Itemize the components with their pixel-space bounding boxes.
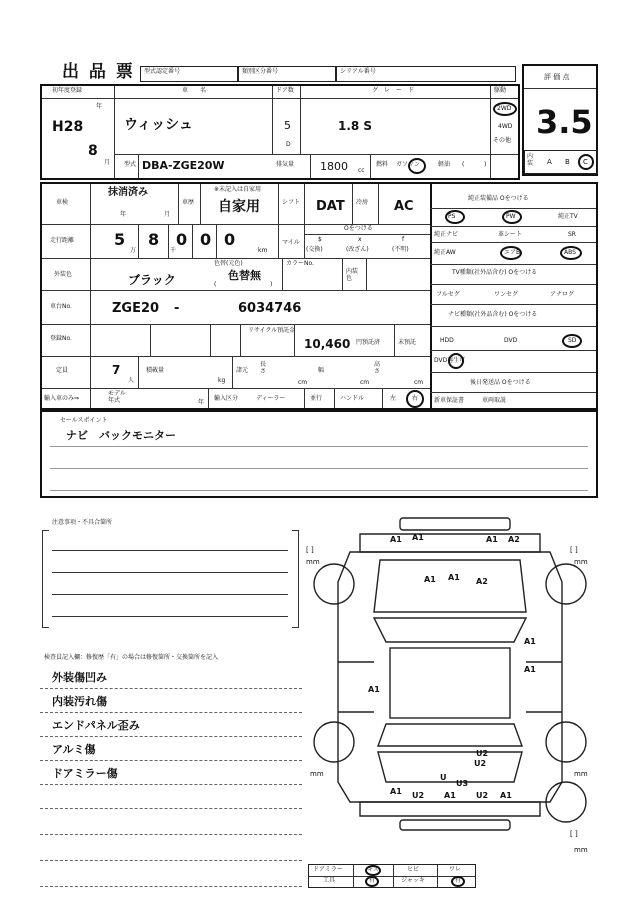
car-name-label: 車 名 <box>182 87 207 94</box>
recycle-label: リサイクル預託金 <box>248 327 296 334</box>
color-paren-close: ) <box>270 281 273 288</box>
mark-front-4: A2 <box>508 535 520 544</box>
mileage-digit-4: 0 <box>200 230 212 249</box>
mark-rear-2: U2 <box>412 791 425 800</box>
length-cm: cm <box>298 379 308 386</box>
chassis-number: 6034746 <box>238 301 302 316</box>
doors-value: 5 <box>284 119 291 132</box>
chassis-label: 車台No. <box>50 303 72 310</box>
dvd-playback-circle <box>448 353 464 369</box>
year-suffix: 年 <box>96 103 103 110</box>
handle-right-circle <box>406 390 424 408</box>
circle-note: Oをつける <box>344 225 373 232</box>
recycle-not: 未預託 <box>398 339 417 346</box>
import-parallel: 並行 <box>310 395 323 402</box>
doors-type: D <box>286 141 291 148</box>
mark-hood-1: A1 <box>424 575 436 584</box>
mark-rdoor-1: A1 <box>524 665 536 674</box>
reg-no-label: 登録No. <box>50 335 72 342</box>
history-value: 自家用 <box>218 199 260 215</box>
shift-label: シフト <box>282 199 301 206</box>
sales-text: ナビ バックモニター <box>66 429 176 442</box>
interior-color-label: 内装色 <box>346 268 359 283</box>
ac-label: 冷房 <box>356 199 369 206</box>
mark-hood-2: A1 <box>448 573 460 582</box>
bracket-fl: [ ] <box>306 546 314 554</box>
fuel-label: 燃料 <box>376 161 389 168</box>
mileage-digit-3: 0 <box>176 230 188 249</box>
mirror-circle <box>365 865 381 876</box>
model-year-unit: 年 <box>198 399 205 406</box>
note-end-panel: エンドパネル歪み <box>52 719 140 732</box>
drive-label: 駆動 <box>494 87 507 94</box>
note-exterior: 外装傷凹み <box>52 671 107 684</box>
sales-point-box <box>40 410 598 498</box>
navi-title: ナビ種類(社外品含む) Oをつける <box>448 311 538 318</box>
equip-pw: PW <box>506 213 516 220</box>
mark-rfender-1: A1 <box>524 637 536 646</box>
shaken-year: 年 <box>120 211 127 218</box>
class-label: 類別区分番号 <box>242 68 279 75</box>
displacement-value: 1800 <box>320 160 348 173</box>
score-label: 評 価 点 <box>544 73 570 81</box>
height-cm: cm <box>414 379 424 386</box>
chassis-dash: - <box>174 301 180 316</box>
first-reg-month: 8 <box>88 143 98 159</box>
exterior-color-value: ブラック <box>128 273 176 287</box>
fuel-paren-close: ) <box>484 161 487 168</box>
mm-spare: mm <box>574 846 588 854</box>
grade-label: グ レ ー ド <box>372 87 415 94</box>
handle-right: 右 <box>412 395 419 402</box>
class-box <box>238 66 336 82</box>
bottom-items-table <box>308 864 476 888</box>
after-manual: 車両取説 <box>482 397 507 404</box>
after-warranty: 新車保証書 <box>434 397 465 404</box>
mileage-label: 走行距離 <box>50 237 75 244</box>
dim-label: 諸元 <box>236 367 249 374</box>
tv-title: TV種類(社外品含む) Oをつける <box>452 269 538 276</box>
grade-value: 1.8 S <box>338 119 373 133</box>
tv-analog: アナログ <box>550 291 575 298</box>
tools-circle <box>365 876 379 887</box>
equip-pw-circle <box>502 210 522 224</box>
interior-label: 内装 <box>527 153 534 167</box>
mile-label: マイル <box>282 239 300 246</box>
first-reg-year: H28 <box>52 119 84 135</box>
import-dealer: ディーラー <box>256 395 286 402</box>
page-title: 出 品 票 <box>62 62 135 82</box>
unknown-symbol: f <box>402 236 405 243</box>
note-interior: 内装汚れ傷 <box>52 695 107 708</box>
mm-fr: mm <box>574 558 588 566</box>
car-damage-diagram <box>300 512 600 862</box>
top-info-table <box>40 84 520 180</box>
mm-rl: mm <box>310 770 324 778</box>
handle-left: 左 <box>390 395 397 402</box>
load-unit: kg <box>218 377 226 384</box>
jack-label: ジャッキ <box>401 877 425 884</box>
drive-4wd: 4WD <box>498 123 513 130</box>
mark-trunk-4: U <box>440 773 447 782</box>
shaken-month: 月 <box>164 211 171 218</box>
note-mirror: ドアミラー傷 <box>52 767 118 780</box>
capacity-unit: 人 <box>128 377 135 384</box>
tv-oneseg: ワンセグ <box>494 291 519 298</box>
doors-label: ドア数 <box>276 87 294 94</box>
mark-rear-3: A1 <box>444 791 456 800</box>
inspector-label: 検査員記入欄：修復歴「有」の場合は修復箇所・交換箇所を記入 <box>44 654 219 661</box>
type-label: 型式 <box>124 161 137 168</box>
recycle-value: 10,460 <box>304 337 351 351</box>
altered-label: (改ざん) <box>346 246 369 253</box>
equip-leather: 革シート <box>498 231 523 238</box>
fuel-gas-circle <box>408 158 426 174</box>
man-unit: 万 <box>130 247 137 254</box>
mark-trunk-3: U3 <box>456 779 469 788</box>
interior-a: A <box>547 158 552 166</box>
mark-front-1: A1 <box>390 535 402 544</box>
jack-circle <box>451 876 465 887</box>
model-year-label: モデル年式 <box>108 390 126 404</box>
mirror-value: キズ <box>367 866 379 873</box>
import-class-label: 輸入区分 <box>214 395 239 402</box>
altered-symbol: x <box>358 236 362 243</box>
caution-label: 注意事項・不具合箇所 <box>52 519 113 526</box>
chassis-prefix: ZGE20 <box>112 301 160 316</box>
crack-label: ヒビ <box>407 866 420 873</box>
equip-airbag: エアB <box>504 249 521 256</box>
mark-trunk-2: U2 <box>474 759 487 768</box>
mark-rear-1: A1 <box>390 787 402 796</box>
fuel-gasoline: ガソリン <box>396 161 421 168</box>
split-label: ワレ <box>449 866 462 873</box>
handle-label: ハンドル <box>340 395 365 402</box>
equip-ps-circle <box>445 210 465 224</box>
shift-value: DAT <box>316 199 345 214</box>
mirror-label: ドアミラー <box>313 866 343 873</box>
navi-sd: SD <box>568 337 577 344</box>
width-label: 幅 <box>318 367 325 374</box>
mm-rr: mm <box>574 770 588 778</box>
sen-unit: 千 <box>170 247 177 254</box>
color-paren-open: ( <box>214 281 217 288</box>
recycle-unit: 円預託済 <box>356 339 381 346</box>
height-label: 高さ <box>374 361 381 375</box>
tools-label: 工具 <box>323 877 336 884</box>
length-label: 長さ <box>260 361 267 375</box>
equip-abs: ABS <box>564 249 576 256</box>
color-change-label: 色替(元色) <box>214 260 243 267</box>
displacement-label: 排気量 <box>276 161 295 168</box>
caution-bracket-left <box>42 530 49 628</box>
interior-c: C <box>583 158 588 166</box>
interior-c-circle <box>578 154 594 170</box>
history-note: ※未記入は自家用 <box>214 186 262 193</box>
exchange-symbol: $ <box>318 236 322 243</box>
genuine-title: 純正装備品 Oをつける <box>468 195 529 202</box>
equip-abs-circle <box>560 246 582 260</box>
mark-hood-3: A2 <box>476 577 488 586</box>
drive-other: その他 <box>493 137 512 144</box>
fuel-paren-open: ( <box>462 161 465 168</box>
mark-rear-4: U2 <box>476 791 489 800</box>
tools-value: 有 <box>369 877 376 884</box>
serial-label: シリアル番号 <box>340 68 376 75</box>
equip-navi: 純正ナビ <box>434 231 459 238</box>
mark-rear-5: A1 <box>500 791 512 800</box>
caution-bracket-right <box>292 530 299 628</box>
color-no-label: カラーNo. <box>286 260 314 267</box>
shaken-value: 抹消済み <box>108 187 148 198</box>
mileage-digit-5: 0 <box>224 230 236 249</box>
interior-b: B <box>565 158 570 166</box>
dvd-playback: DVD再生可 <box>434 357 466 364</box>
import-label: 輸入車のみ⇒ <box>44 395 80 402</box>
ac-value: AC <box>394 199 414 214</box>
inspection-table <box>40 182 598 410</box>
model-type: DBA-ZGE20W <box>142 159 225 172</box>
mark-front-3: A1 <box>486 535 498 544</box>
first-reg-label: 初年度登録 <box>52 87 83 94</box>
navi-sd-circle <box>562 334 582 348</box>
fuel-diesel: 軽油 <box>438 161 451 168</box>
equip-tv: 純正TV <box>558 213 578 220</box>
km-unit: km <box>258 247 268 254</box>
mark-trunk-1: U2 <box>476 749 489 758</box>
capacity-value: 7 <box>112 363 121 377</box>
width-cm: cm <box>360 379 370 386</box>
mark-front-2: A1 <box>412 533 424 542</box>
mm-fl: mm <box>306 558 320 566</box>
navi-hdd: HDD <box>440 337 454 344</box>
navi-dvd: DVD <box>504 337 518 344</box>
unknown-label: (不明) <box>392 246 409 253</box>
score-value: 3.5 <box>536 103 593 141</box>
drive-2wd-circle <box>493 102 517 116</box>
drive-2wd: 2WD <box>497 105 512 112</box>
jack-value: 有 <box>455 877 462 884</box>
equip-aw: 純正AW <box>434 249 456 256</box>
mileage-digit-2: 8 <box>148 230 160 249</box>
sales-label: セールスポイント <box>60 417 108 424</box>
car-name: ウィッシュ <box>124 117 193 133</box>
bracket-spare: [ ] <box>570 830 578 838</box>
shaken-label: 車検 <box>56 199 69 206</box>
serial-box <box>336 66 516 82</box>
equip-ps: PS <box>448 213 456 220</box>
history-label: 車歴 <box>182 199 195 206</box>
after-title: 後日発送品 Oをつける <box>470 379 531 386</box>
bracket-fr: [ ] <box>570 546 578 554</box>
exchange-label: (交換) <box>306 246 323 253</box>
capacity-label: 定員 <box>56 367 69 374</box>
color-change-value: 色替無 <box>228 269 261 282</box>
month-suffix: 月 <box>104 159 111 166</box>
mark-ldoor-1: A1 <box>368 685 380 694</box>
equip-sr: SR <box>568 231 576 238</box>
load-label: 積載量 <box>146 367 165 374</box>
note-aluminum: アルミ傷 <box>52 743 96 756</box>
model-cert-box <box>140 66 238 82</box>
model-cert-label: 型式認定番号 <box>144 68 181 75</box>
mileage-digit-1: 5 <box>114 230 126 249</box>
tv-fullseg: フルセグ <box>436 291 460 298</box>
cc-unit: cc <box>358 167 365 174</box>
equip-airbag-circle <box>500 246 522 260</box>
interior-grade-box <box>524 150 598 174</box>
exterior-color-label: 外装色 <box>54 271 73 278</box>
